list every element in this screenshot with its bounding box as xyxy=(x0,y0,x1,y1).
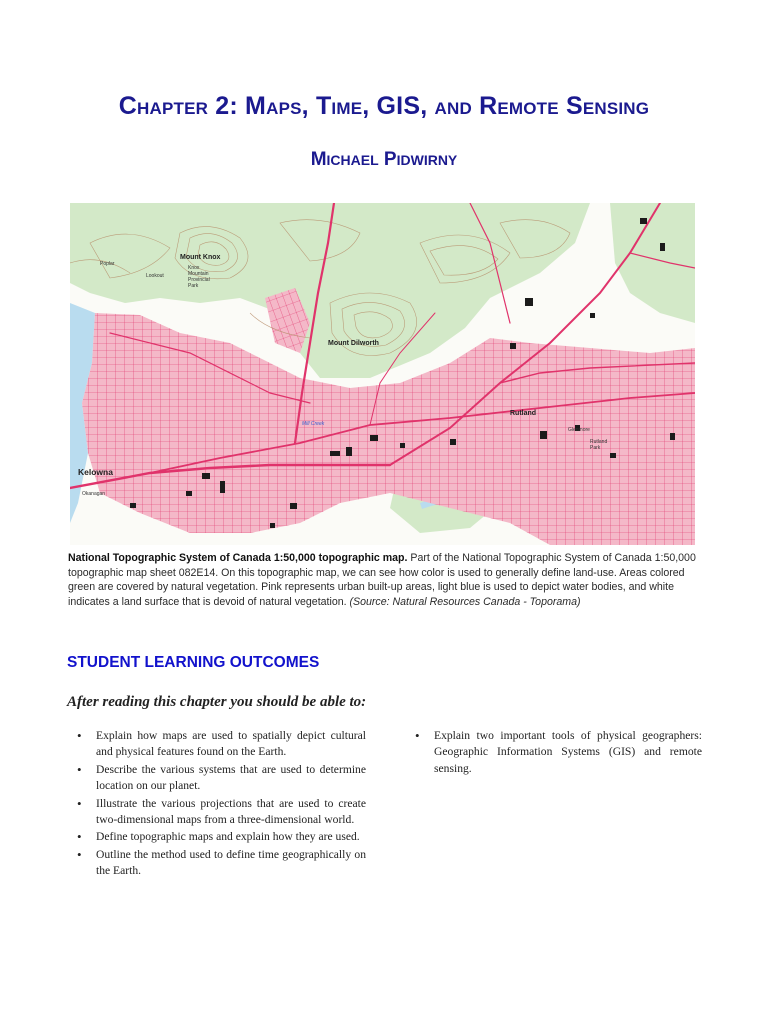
section-heading: STUDENT LEARNING OUTCOMES xyxy=(67,654,320,671)
title-part: ENSING xyxy=(582,99,650,118)
map-label: Knox xyxy=(188,265,200,271)
map-label: Okanagan xyxy=(82,491,106,497)
outcome-text: Define topographic maps and explain how they are used. xyxy=(96,830,360,844)
outcome-item xyxy=(68,829,366,845)
chapter-title xyxy=(0,92,768,121)
map-label: Mount Knox xyxy=(180,254,221,261)
topographic-map xyxy=(70,203,695,545)
map-label: Park xyxy=(590,445,601,451)
title-part: , T xyxy=(301,92,332,120)
title-part: S xyxy=(558,92,583,120)
map-label: Provincial xyxy=(188,277,210,283)
author-part: IDWIRNY xyxy=(396,152,458,168)
outcome-text: Explain how maps are used to spatially depict cultural and physical features found on the Earth. xyxy=(96,729,366,759)
outcome-item xyxy=(68,796,366,829)
outcomes-list-right xyxy=(406,728,702,778)
map-label: Mill Creek xyxy=(302,421,325,427)
bullet-icon: • xyxy=(77,846,82,862)
title-part: AND xyxy=(434,99,472,118)
outcome-text: Explain two important tools of physical geographers: Geographic Information Systems (GIS) and remote sensing. xyxy=(434,729,702,775)
title-part: R xyxy=(471,92,498,120)
outcome-item xyxy=(68,847,366,880)
author-name xyxy=(0,149,768,171)
map-svg xyxy=(70,203,695,545)
map-label: Poplar xyxy=(100,261,115,267)
title-part: EMOTE xyxy=(497,99,559,118)
bullet-icon: • xyxy=(77,795,82,811)
outcome-text: Describe the various systems that are used to determine location on our planet. xyxy=(96,762,366,793)
bullet-icon: • xyxy=(77,829,82,845)
map-label: Glenmore xyxy=(568,427,590,433)
outcome-item xyxy=(68,762,366,795)
caption-text: Part of the National Topographic System of Canada 1:50,000 topographic map sheet 082E14. On this topographic map, we can see how color is used to generally define land-use. Areas colored green are covered by natural vegetation. Pink represents urban built-up areas, light blue is used to depict water bodies, and white indicates a land surface that is devoid of natural vegetation. xyxy=(68,552,696,608)
bullet-icon: • xyxy=(77,761,82,777)
bullet-icon: • xyxy=(77,728,82,743)
title-part: , GIS, xyxy=(362,92,435,120)
outcome-text: Illustrate the various projections that are used to create two-dimensional maps from a three-dimensional world. xyxy=(96,796,366,827)
map-label: Mountain xyxy=(188,271,209,277)
caption-title: National Topographic System of Canada 1:50,000 topographic map. xyxy=(68,552,408,564)
caption-source: (Source: Natural Resources Canada - Toporama) xyxy=(349,595,581,608)
map-label: Park xyxy=(188,283,199,289)
title-part: HAPTER xyxy=(137,99,209,118)
author-part: P xyxy=(378,149,397,170)
title-part: IME xyxy=(331,99,363,118)
outcomes-intro: After reading this chapter you should be able to: xyxy=(67,694,367,710)
outcome-item xyxy=(406,728,702,777)
outcome-item xyxy=(68,728,366,761)
title-part: C xyxy=(118,92,138,120)
title-part: APS xyxy=(266,99,302,118)
outcomes-list-left xyxy=(68,728,366,881)
title-part: 2: M xyxy=(208,92,267,120)
outcome-text: Outline the method used to define time geographically on the Earth. xyxy=(96,847,366,878)
map-label: Mount Dilworth xyxy=(328,340,379,347)
map-label: Rutland xyxy=(510,410,537,417)
bullet-icon: • xyxy=(415,728,420,743)
author-part: ICHAEL xyxy=(326,152,379,168)
map-label: Lookout xyxy=(146,273,164,279)
map-label: Kelowna xyxy=(78,467,113,477)
figure-caption xyxy=(68,551,702,609)
map-label: Rutland xyxy=(590,439,608,445)
author-part: M xyxy=(310,149,327,170)
